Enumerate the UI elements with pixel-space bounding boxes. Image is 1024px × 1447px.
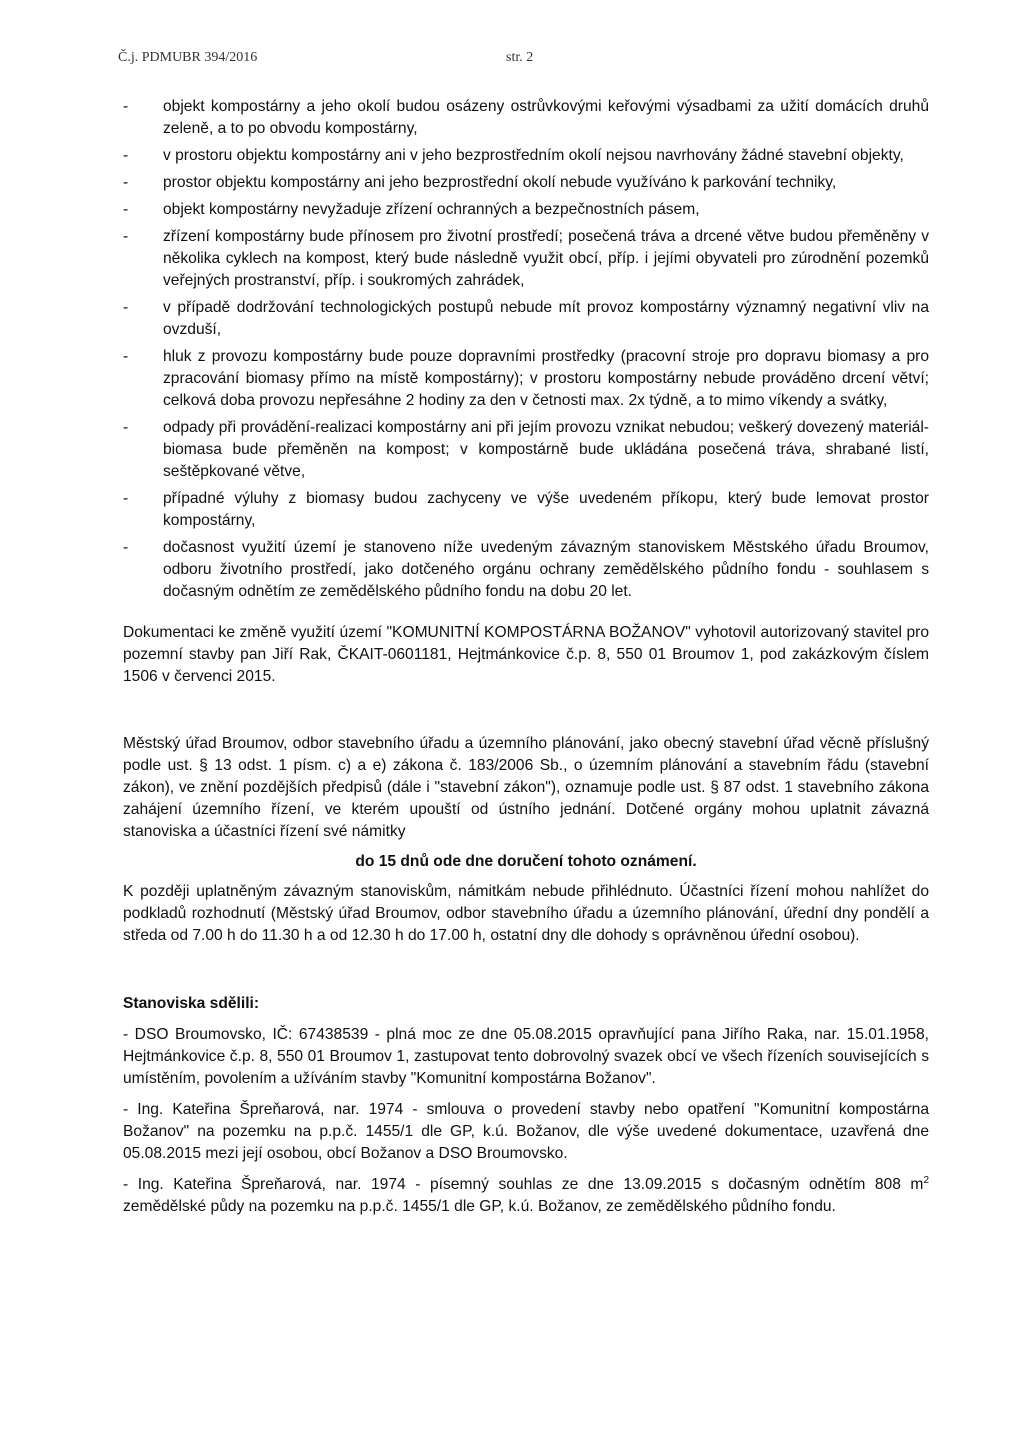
list-item-text: případné výluhy z biomasy budou zachyceny ve výše uvedeném příkopu, který bude lemovat prostor kompostárny, bbox=[163, 490, 929, 529]
list-item-text: v prostoru objektu kompostárny ani v jeho bezprostředním okolí nejsou navrhovány žádné stavební objekty, bbox=[163, 147, 904, 164]
late-submissions-paragraph: K později uplatněným závazným stanoviskům, námitkám nebude přihlédnuto. Účastníci řízení mohou nahlížet do podkladů rozhodnutí (Městský úřad Broumov, odbor stavebního úřadu a územního plánování, úřední dny pondělí a středa od 7.00 h do 11.30 h a od 12.30 h do 17.00 h, ostatní dny dle dohody s oprávněnou úřední osobou). bbox=[123, 883, 929, 944]
bullet-dash: - bbox=[123, 299, 129, 316]
list-item bbox=[123, 488, 929, 532]
superscript: 2 bbox=[923, 1174, 929, 1186]
list-item-text: prostor objektu kompostárny ani jeho bezprostřední okolí nebude využíváno k parkování techniky, bbox=[163, 174, 837, 191]
conditions-list bbox=[123, 96, 929, 603]
bullet-dash: - bbox=[123, 147, 129, 164]
list-item bbox=[123, 172, 929, 194]
bullet-dash: - bbox=[123, 348, 129, 365]
list-item-text: hluk z provozu kompostárny bude pouze dopravními prostředky (pracovní stroje pro dopravu biomasy a pro zpracování biomasy přímo na místě kompostárny); v prostoru kompostárny nebude prováděno drcení větví; celková doba provozu nepřesáhne 2 hodiny za den v četnosti max. 2x týdně, a to mimo víkendy a svátky, bbox=[163, 348, 929, 409]
list-item-text: objekt kompostárny nevyžaduje zřízení ochranných a bezpečnostních pásem, bbox=[163, 201, 700, 218]
list-item-text: zřízení kompostárny bude přínosem pro životní prostředí; posečená tráva a drcené větve budou přeměněny v několika cyklech na kompost, který bude následně využit obcí, příp. i jejími obyvateli pro zúrodnění pozemků veřejných prostranství, příp. i soukromých zahrádek, bbox=[163, 228, 929, 289]
page-header bbox=[118, 50, 534, 66]
list-item-text: objekt kompostárny a jeho okolí budou osázeny ostrůvkovými keřovými výsadbami za užití domácích druhů zeleně, a to po obvodu kompostárny, bbox=[163, 98, 929, 137]
page-number: str. 2 bbox=[506, 50, 534, 65]
list-item bbox=[123, 417, 929, 483]
bullet-dash: - bbox=[123, 419, 129, 436]
opinions-title: Stanoviska sdělili: bbox=[123, 995, 260, 1012]
list-item bbox=[123, 297, 929, 341]
document-body bbox=[123, 96, 929, 1218]
bullet-dash: - bbox=[123, 98, 129, 115]
bullet-dash: - bbox=[123, 228, 129, 245]
opinion-item-consent bbox=[123, 1174, 929, 1218]
opinion-item-text: - Ing. Kateřina Špreňarová, nar. 1974 - písemný souhlas ze dne 13.09.2015 s dočasným odnětím 808 m bbox=[123, 1176, 924, 1193]
bullet-dash: - bbox=[123, 539, 129, 556]
list-item bbox=[123, 199, 929, 221]
list-item bbox=[123, 346, 929, 412]
deadline-notice: do 15 dnů ode dne doručení tohoto oznámení. bbox=[355, 853, 697, 870]
list-item bbox=[123, 226, 929, 292]
list-item bbox=[123, 537, 929, 603]
reference-number: Č.j. PDMUBR 394/2016 bbox=[118, 50, 258, 65]
documentation-paragraph: Dokumentaci ke změně využití území "KOMUNITNÍ KOMPOSTÁRNA BOŽANOV" vyhotovil autorizovaný stavitel pro pozemní stavby pan Jiří Rak, ČKAIT-0601181, Hejtmánkovice č.p. 8, 550 01 Broumov 1, pod zakázkovým číslem 1506 v červenci 2015. bbox=[123, 624, 929, 685]
list-item-text: dočasnost využití území je stanoveno níže uvedeným závazným stanoviskem Městského úřadu Broumov, odboru životního prostředí, jako dotčeného orgánu ochrany zemědělského půdního fondu - souhlasem s dočasným odnětím ze zemědělského půdního fondu na dobu 20 let. bbox=[163, 539, 929, 600]
office-paragraph: Městský úřad Broumov, odbor stavebního úřadu a územního plánování, jako obecný stavební úřad věcně příslušný podle ust. § 13 odst. 1 písm. c) a e) zákona č. 183/2006 Sb., o územním plánování a stavebním řádu (stavební zákon), ve znění pozdějších předpisů (dále i "stavební zákon"), oznamuje podle ust. § 87 odst. 1 stavebního zákona zahájení územního řízení, ve kterém upouští od ústního jednání. Dotčené orgány mohou uplatnit závazná stanoviska a účastníci řízení své námitky bbox=[123, 735, 929, 840]
list-item-text: odpady při provádění-realizaci kompostárny ani při jejím provozu vznikat nebudou; veškerý dovezený materiál-biomasa bude přeměněn na kompost; v kompostárně bude ukládána posečená tráva, shrabané listí, seštěpkované větve, bbox=[163, 419, 929, 480]
opinion-item: - Ing. Kateřina Špreňarová, nar. 1974 - smlouva o provedení stavby nebo opatření "Komunitní kompostárna Božanov" na pozemku na p.p.č. 1455/1 dle GP, k.ú. Božanov, dle výše uvedené dokumentace, uzavřená dne 05.08.2015 mezi její osobou, obcí Božanov a DSO Broumovsko. bbox=[123, 1101, 929, 1162]
list-item bbox=[123, 96, 929, 140]
opinion-item: - DSO Broumovsko, IČ: 67438539 - plná moc ze dne 05.08.2015 opravňující pana Jiřího Raka, nar. 15.01.1958, Hejtmánkovice č.p. 8, 550 01 Broumov 1, zastupovat tento dobrovolný svazek obcí ve všech řízeních souvisejících s umístěním, povolením a užíváním stavby "Komunitní kompostárna Božanov". bbox=[123, 1026, 929, 1087]
bullet-dash: - bbox=[123, 174, 129, 191]
opinion-item-text-end: zemědělské půdy na pozemku na p.p.č. 1455/1 dle GP, k.ú. Božanov, ze zemědělského půdního fondu. bbox=[123, 1198, 836, 1215]
list-item-text: v případě dodržování technologických postupů nebude mít provoz kompostárny významný negativní vliv na ovzduší, bbox=[163, 299, 929, 338]
bullet-dash: - bbox=[123, 490, 129, 507]
list-item bbox=[123, 145, 929, 167]
bullet-dash: - bbox=[123, 201, 129, 218]
